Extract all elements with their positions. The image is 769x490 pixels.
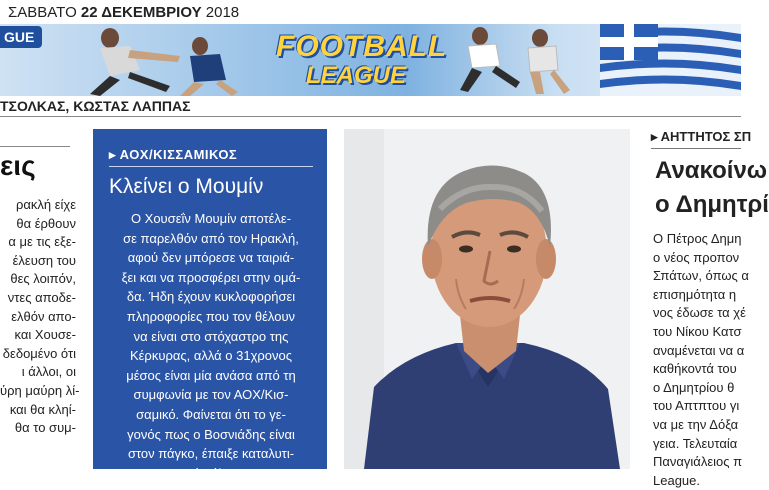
- portrait-illustration: [344, 129, 630, 469]
- right-article-headline: [655, 154, 769, 222]
- headline-line: ο Δημητρί: [655, 191, 769, 218]
- text-line: γεια. Τελευταία: [653, 435, 738, 451]
- text-line: και θα κληί-: [9, 401, 76, 417]
- text-line: μέσος είναι μία ανάσα από τη: [126, 367, 296, 383]
- text-line: Κέρκυρας, αλλά ο 31χρονος: [129, 348, 293, 364]
- text-line: συμφωνία με τον ΑΟΧ/Κισ-: [133, 387, 289, 403]
- issue-date: [8, 4, 239, 21]
- date-year: 2018: [205, 4, 240, 21]
- section-tag: GUE: [0, 26, 42, 48]
- right-article-body: [653, 230, 749, 490]
- greek-flag-icon: [600, 24, 741, 96]
- player-left-icon: [70, 26, 240, 96]
- box-kicker-text: ΑΟΧ/ΚΙΣΣΑΜΙΚΟΣ: [119, 147, 238, 162]
- text-line: γονός πως ο Βοσνιάδης είναι: [127, 426, 295, 442]
- text-line: σε παρελθόν από τον Ηρακλή,: [123, 230, 299, 246]
- text-line: ο Δημητρίου θ: [653, 379, 735, 395]
- date-weekday: ΣΑΒΒΑΤΟ: [8, 4, 77, 21]
- box-body: [107, 209, 315, 483]
- text-line: ελθόν απο-: [11, 308, 76, 324]
- text-line: πληροφορίες που τον θέλουν: [126, 308, 296, 324]
- text-line: θα έρθουν: [16, 215, 76, 231]
- date-day-month: 22 ΔΕΚΕΜΒΡΙΟΥ: [80, 4, 202, 21]
- text-line: θες λοιπόν,: [10, 271, 76, 287]
- arrow-icon: ▸: [109, 147, 120, 162]
- football-league-banner: [0, 24, 741, 96]
- text-line: θα το συμ-: [14, 420, 76, 436]
- text-line: αναμένεται να α: [653, 342, 745, 358]
- text-line: και Χουσε-: [14, 327, 76, 343]
- text-line: ο νέος προπον: [653, 249, 740, 265]
- headline-line: Ανακοίνω: [655, 157, 768, 184]
- arrow-icon: ▸: [651, 129, 661, 144]
- text-line: ντες αποδε-: [7, 289, 76, 305]
- player-right-icon: [440, 26, 580, 96]
- right-kicker-text: ΑΗΤΤΗΤΟΣ ΣΠ: [660, 129, 752, 144]
- text-line: Ο Χουσεΐν Μουμίν αποτέλε-: [130, 211, 292, 226]
- text-line: έλευση του: [12, 252, 76, 268]
- text-line: δα. Ήδη έχουν κυκλοφορήσει: [126, 289, 296, 305]
- text-line: Σπάτων, όπως α: [653, 268, 749, 284]
- text-line: στον πάγκο, έπαιξε καταλυτι-: [127, 446, 295, 462]
- text-line: League.: [653, 472, 700, 488]
- text-line: κό ρόλο.: [186, 465, 236, 481]
- left-article-headline: εις: [0, 150, 36, 181]
- text-line: επισημότητα η: [653, 286, 737, 302]
- text-line: του Απτπτου γι: [653, 398, 740, 414]
- text-line: ξει και να προσφέρει στην ομά-: [121, 269, 301, 285]
- text-line: νος έδωσε τα χέ: [653, 305, 746, 321]
- text-line: ύρη μαύρη λί-: [0, 382, 80, 398]
- box-kicker-rule: [109, 166, 313, 167]
- page-header: [0, 0, 741, 96]
- sidebar-article-box: [93, 129, 327, 481]
- text-line: αφού δεν μπόρεσε να ταιριά-: [127, 250, 295, 266]
- box-title: Κλείνει ο Μουμίν: [109, 175, 264, 198]
- text-line: να με την Δόξα: [653, 416, 739, 432]
- left-column-rule: [0, 146, 70, 147]
- text-line: σαμικό. Φαίνεται ότι το γε-: [136, 406, 286, 422]
- authors-byline: ΤΣΟΛΚΑΣ, ΚΩΣΤΑΣ ΛΑΠΠΑΣ: [0, 98, 191, 114]
- left-article-body: [0, 196, 80, 438]
- text-line: α με τις εξε-: [8, 234, 76, 250]
- box-kicker: [109, 147, 237, 163]
- coach-portrait-photo: [344, 129, 630, 469]
- text-line: Παναγιάλειος π: [653, 454, 743, 470]
- text-line: δεδομένο ότι: [2, 345, 76, 361]
- right-article-kicker: [651, 129, 751, 145]
- text-line: ι άλλοι, οι: [21, 364, 76, 380]
- text-line: Ο Πέτρος Δημη: [653, 231, 742, 246]
- text-line: ρακλή είχε: [15, 197, 76, 212]
- text-line: καθήκοντά του: [653, 361, 737, 377]
- header-divider: [0, 116, 741, 117]
- logo-league: LEAGUE: [306, 62, 407, 89]
- right-kicker-rule: [651, 148, 741, 149]
- text-line: του Νίκου Κατσ: [653, 323, 742, 339]
- text-line: να είναι στο στόχαστρο της: [133, 328, 289, 344]
- logo-football: FOOTBALL: [276, 30, 448, 63]
